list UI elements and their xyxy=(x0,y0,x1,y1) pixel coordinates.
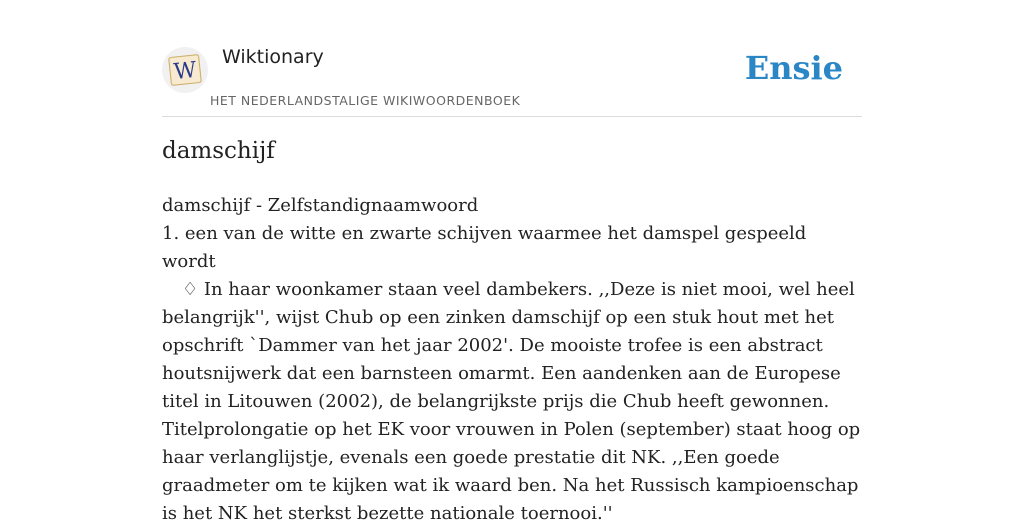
site-header xyxy=(162,0,862,117)
entry-example xyxy=(162,276,862,528)
logo-letter: W xyxy=(172,57,198,86)
entry-heading: damschijf - Zelfstandignaamwoord xyxy=(162,195,479,216)
dictionary-entry xyxy=(162,192,862,528)
entry-definition: 1. een van de witte en zwarte schijven waarmee het damspel gespeeld wordt xyxy=(162,223,807,272)
page-title: damschijf xyxy=(162,138,275,164)
example-text: In haar woonkamer staan veel dambekers. ,,Deze is niet mooi, wel heel belangrijk'', wijst Chub op een zinken damschijf op een stuk hout met het opschrift `Dammer van het jaar 2002'. De mooiste trofee is een abstract houtsnijwerk dat een barnsteen omarmt. Een aandenken aan de Europese titel in Litouwen (2002), de belangrijkste prijs die Chub heeft gewonnen. Titelprolongatie op het EK voor vrouwen in Polen (september) staat hoog op haar verlanglijstje, evenals een goede prestatie dit NK. ,,Een goede graadmeter om te kijken wat ik waard ben. Na het Russisch kampioenschap is het NK het sterkst bezette nationale toernooi.'' xyxy=(162,279,861,524)
wiktionary-logo-icon xyxy=(162,47,208,93)
wiktionary-logo[interactable] xyxy=(162,47,208,93)
site-name[interactable]: Wiktionary xyxy=(222,46,324,68)
example-marker-icon: ♢ xyxy=(182,279,199,300)
site-tagline: HET NEDERLANDSTALIGE WIKIWOORDENBOEK xyxy=(210,93,521,108)
ensie-brand-link[interactable]: Ensie xyxy=(744,49,843,87)
